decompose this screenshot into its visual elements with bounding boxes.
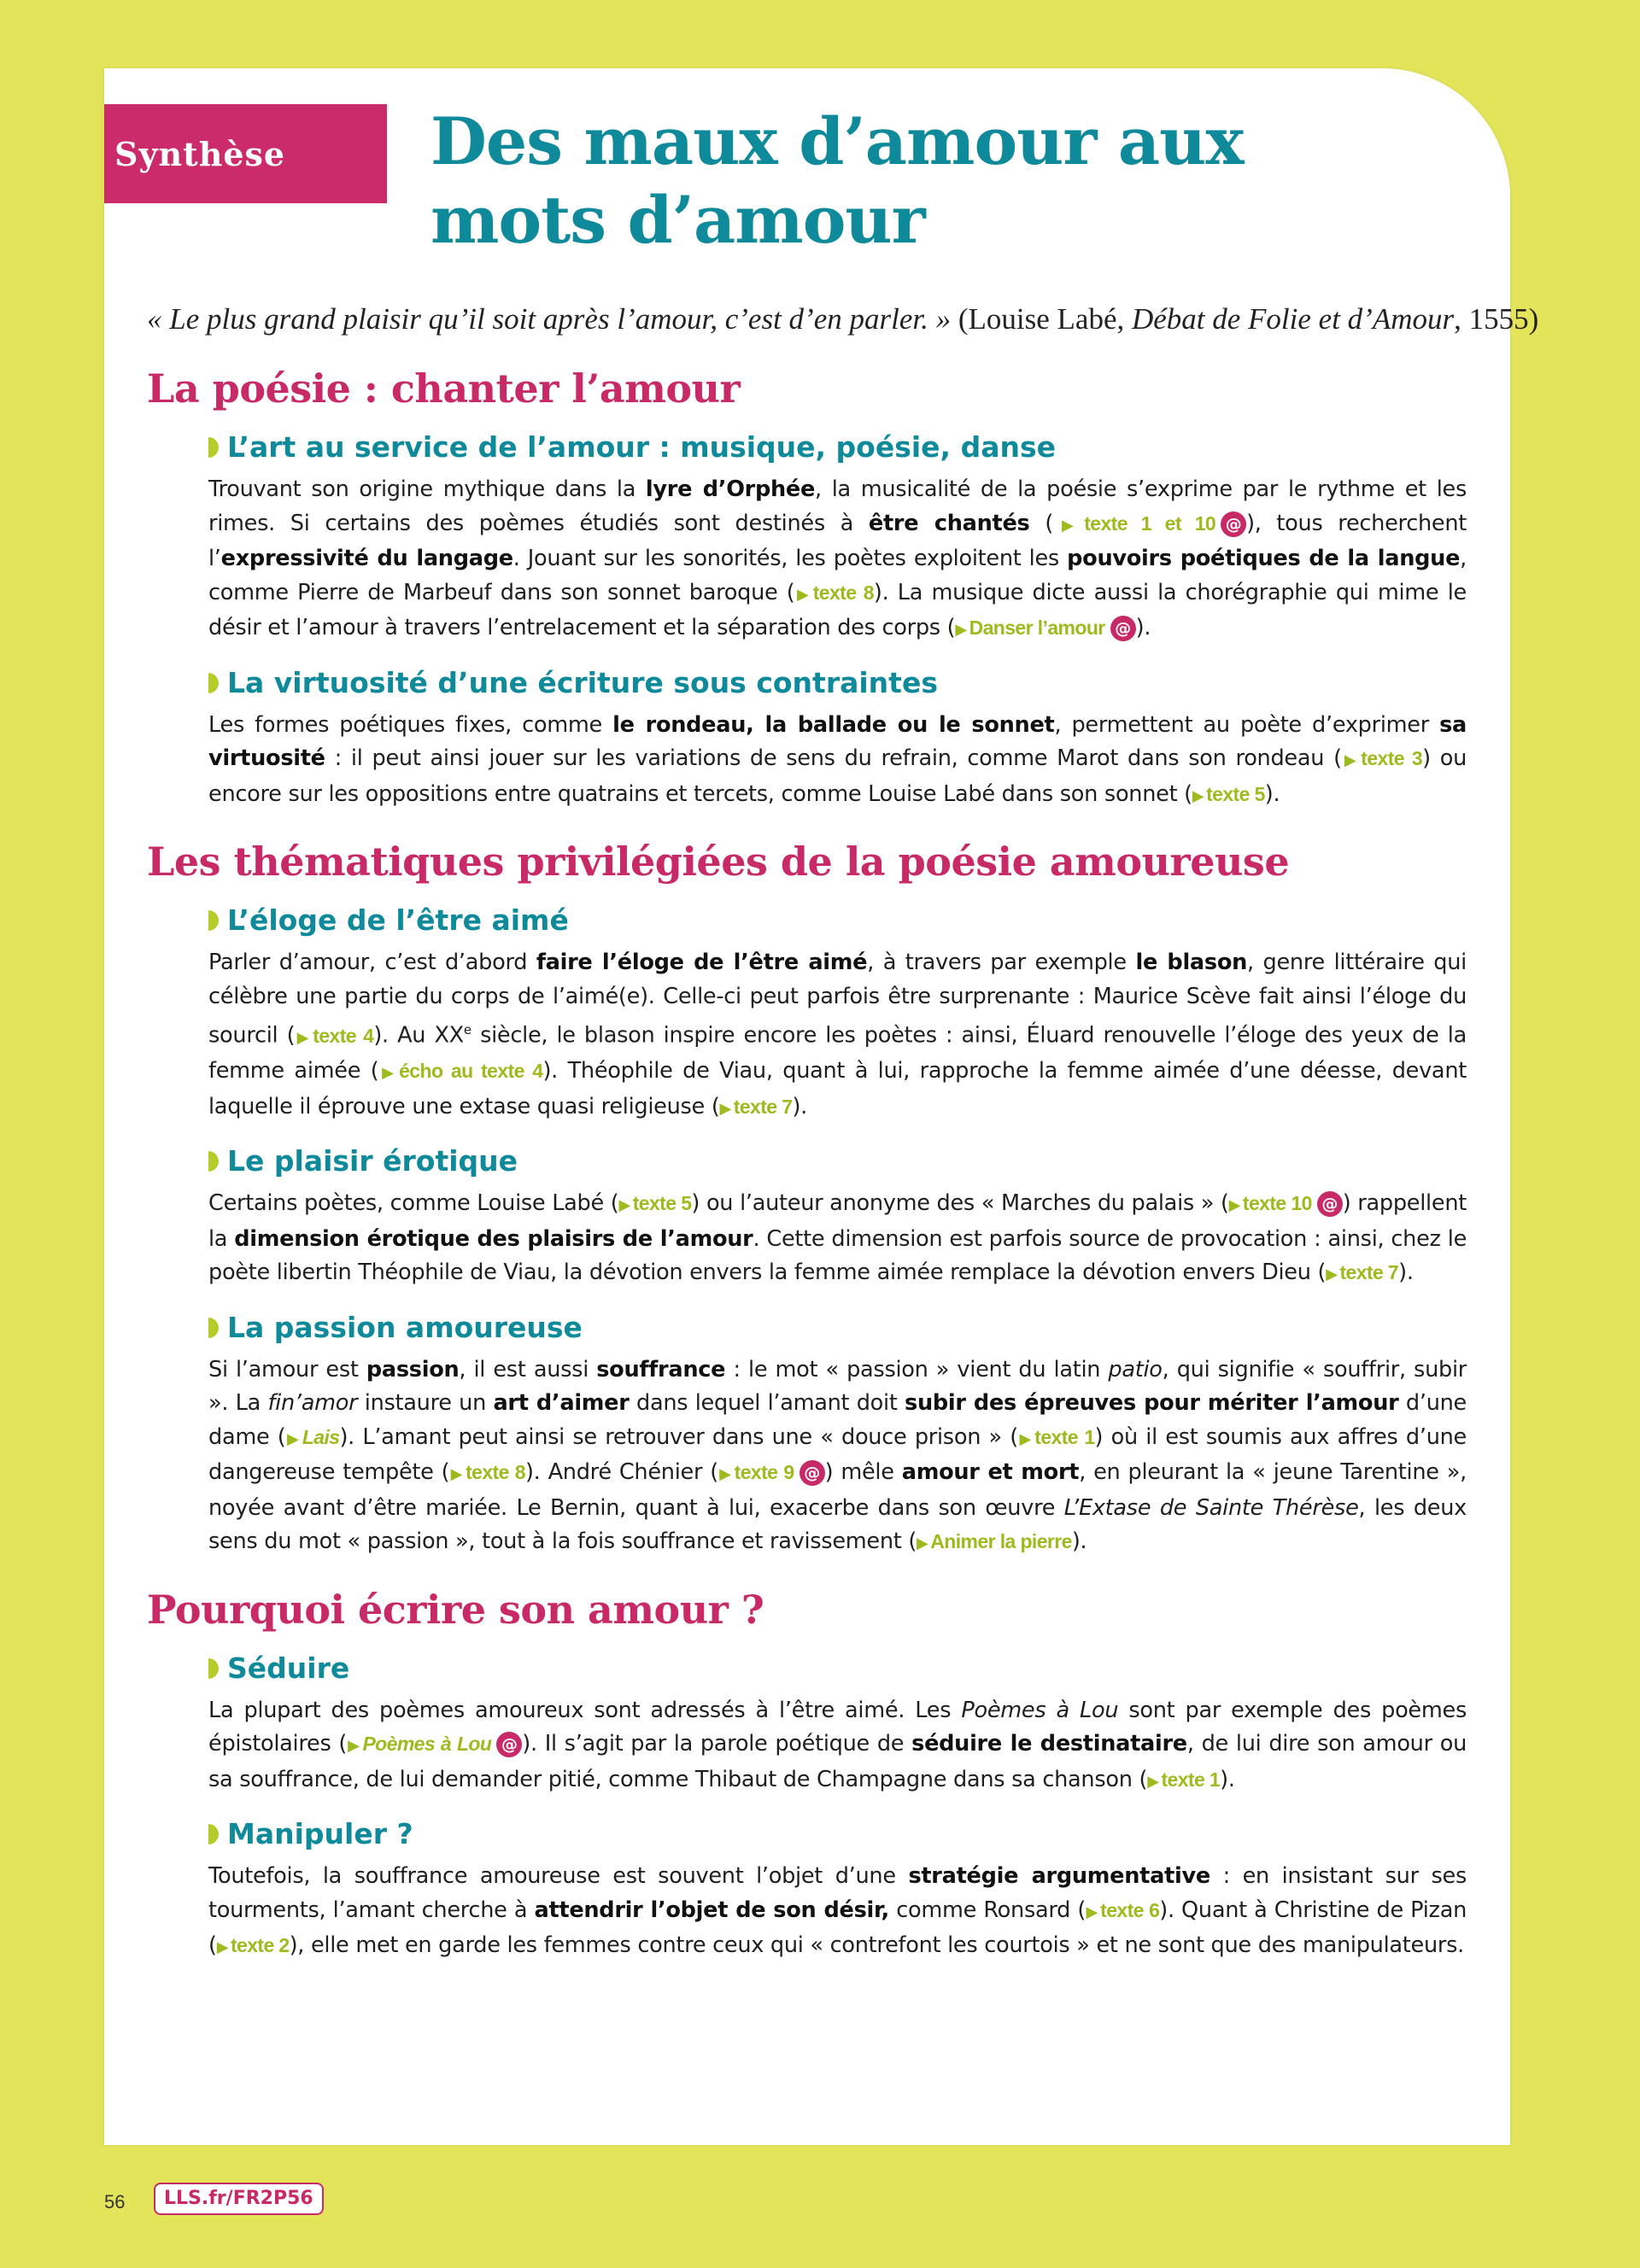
epigraph-year: 1555 xyxy=(1468,302,1529,336)
text-reference-link[interactable]: ▶ texte 10 xyxy=(1228,1192,1312,1215)
bullet-marker-icon xyxy=(208,1824,219,1844)
subheading xyxy=(208,429,1467,466)
bullet-marker-icon xyxy=(208,1658,219,1679)
subheading xyxy=(208,664,1467,702)
section-heading-3: Pourquoi écrire son amour ? xyxy=(147,1586,764,1633)
content-body xyxy=(147,299,1539,1982)
text-reference-link[interactable]: ▶ texte 1 xyxy=(1017,1425,1095,1448)
bullet-marker-icon xyxy=(208,437,219,458)
text-reference-link[interactable]: ▶ texte 6 xyxy=(1086,1898,1160,1921)
subheading-text: Le plaisir érotique xyxy=(227,1144,518,1178)
online-at-icon[interactable]: @ xyxy=(1221,511,1246,537)
section-1-body xyxy=(208,429,1467,813)
text-reference-link[interactable]: ▶ texte 5 xyxy=(1192,782,1265,805)
online-at-icon[interactable]: @ xyxy=(1317,1191,1343,1217)
subheading-text: La virtuosité d’une écriture sous contraintes xyxy=(227,665,938,699)
subheading-text: La passion amoureuse xyxy=(227,1310,583,1344)
text-reference-link[interactable]: ▶ texte 5 xyxy=(618,1192,692,1215)
subheading-text: Séduire xyxy=(227,1651,350,1685)
subheading xyxy=(208,1143,1467,1180)
text-reference-link[interactable]: ▶ texte 8 xyxy=(449,1461,525,1484)
text-reference-link[interactable]: ▶ texte 7 xyxy=(1326,1261,1399,1284)
text-reference-link[interactable]: ▶ texte 8 xyxy=(794,581,874,604)
text-reference-link[interactable]: ▶ texte 1 xyxy=(1147,1768,1221,1791)
text-reference-link[interactable]: ▶ texte 9 xyxy=(718,1461,794,1484)
subheading xyxy=(208,1650,1467,1687)
text-reference-link[interactable]: ▶ Animer la pierre xyxy=(917,1530,1072,1553)
text-reference-link[interactable]: ▶ écho au texte 4 xyxy=(378,1060,543,1083)
paragraph: Parler d’amour, c’est d’abord faire l’éloge de l’être aimé, à travers par exemple le blason, genre littéraire qui célèbre une partie du corps de l’aimé(e). Celle-ci peut parfois être surprenante : Maurice Scève fait ainsi l’éloge du sourcil (▶ texte 4). Au XXe siècle, le blason inspire encore les poètes : ainsi, Éluard renouvelle l’éloge des yeux de la femme aimée (▶ écho au texte 4). Théophile de Viau, quant à lui, rapproche la femme aimée d’une déesse, devant laquelle il éprouve une extase quasi religieuse (▶ texte 7). xyxy=(208,950,1467,1119)
subheading xyxy=(208,1815,1467,1853)
paragraph: Toutefois, la souffrance amoureuse est souvent l’objet d’une stratégie argumentative : en insistant sur ses tourments, l’amant cherche à attendrir l’objet de son désir, comme Ronsard (▶ texte 6). Quant à Christine de Pizan (▶ texte 2), elle met en garde les femmes contre ceux qui « contrefont les courtois » et ne sont que des manipulateurs. xyxy=(208,1863,1467,1959)
subheading xyxy=(208,902,1467,939)
subheading-text: L’éloge de l’être aimé xyxy=(227,903,569,937)
paragraph: Les formes poétiques fixes, comme le rondeau, la ballade ou le sonnet, permettent au poète d’exprimer sa virtuosité : il peut ainsi jouer sur les variations de sens du refrain, comme Marot dans son rondeau (▶ texte 3) ou encore sur les oppositions entre quatrains et tercets, comme Louise Labé dans son sonnet (▶ texte 5). xyxy=(208,711,1467,807)
text-reference-link[interactable]: ▶ texte 1 et 10 xyxy=(1053,511,1216,535)
online-resource-link[interactable]: LLS.fr/FR2P56 xyxy=(154,2183,324,2215)
section-3-body xyxy=(208,1650,1467,1965)
subheading-text: L’art au service de l’amour : musique, poésie, danse xyxy=(227,430,1056,464)
paragraph: La plupart des poèmes amoureux sont adressés à l’être aimé. Les Poèmes à Lou sont par exemple des poèmes épistolaires (▶ Poèmes à Lou @ ). Il s’agit par la parole poétique de séduire le destinataire, de lui dire son amour ou sa souffrance, de lui demander pitié, comme Thibaut de Champagne dans sa chanson (▶ texte 1). xyxy=(208,1697,1467,1792)
text-reference-link[interactable]: ▶ Danser l’amour xyxy=(955,617,1105,639)
paragraph: Trouvant son origine mythique dans la lyre d’Orphée, la musicalité de la poésie s’exprime par le rythme et les rimes. Si certains des poèmes étudiés sont destinés à être chantés (▶ texte 1 et 10 @ ), tous recherchent l’expressivité du langage. Jouant sur les sonorités, les poètes exploitent les pouvoirs poétiques de la langue, comme Pierre de Marbeuf dans son sonnet baroque (▶ texte 8). La musique dicte aussi la chorégraphie qui mime le désir et l’amour à travers l’entrelacement et la séparation des corps (▶ Danser l’amour @ ). xyxy=(208,476,1467,640)
bullet-marker-icon xyxy=(208,1318,219,1338)
epigraph: « Le plus grand plaisir qu’il soit après l’amour, c’est d’en parler. » (Louise Labé, Débat de Folie et d’Amour, 1555) xyxy=(147,302,1539,336)
online-at-icon[interactable]: @ xyxy=(800,1460,825,1486)
paragraph: Si l’amour est passion, il est aussi souffrance : le mot « passion » vient du latin patio, qui signifie « souffrir, subir ». La fin’amor instaure un art d’aimer dans lequel l’amant doit subir des épreuves pour mériter l’amour d’une dame (▶ Lais). L’amant peut ainsi se retrouver dans une « douce prison » (▶ texte 1) où il est soumis aux affres d’une dangereuse tempête (▶ texte 8). André Chénier (▶ texte 9 @ ) mêle amour et mort, en pleurant la « jeune Tarentine », noyée avant d’être mariée. Le Bernin, quant à lui, exacerbe dans son œuvre L’Extase de Sainte Thérèse, les deux sens du mot « passion », tout à la fois souffrance et ravissement (▶ Animer la pierre). xyxy=(208,1356,1467,1555)
content-card xyxy=(104,68,1539,2145)
epigraph-quote: « Le plus grand plaisir qu’il soit après l’amour, c’est d’en parler. » xyxy=(147,302,952,336)
section-heading-1: La poésie : chanter l’amour xyxy=(147,365,741,412)
bullet-marker-icon xyxy=(208,673,219,693)
text-reference-link[interactable]: ▶ texte 7 xyxy=(719,1095,793,1118)
paragraph: Certains poètes, comme Louise Labé (▶ texte 5) ou l’auteur anonyme des « Marches du palais » (▶ texte 10 @ ) rappellent la dimension érotique des plaisirs de l’amour. Cette dimension est parfois source de provocation : ainsi, chez le poète libertin Théophile de Viau, la dévotion envers la femme aimée remplace la dévotion envers Dieu (▶ texte 7). xyxy=(208,1190,1467,1286)
epigraph-author: Louise Labé xyxy=(968,302,1117,336)
text-reference-link[interactable]: ▶ texte 3 xyxy=(1341,747,1423,769)
text-reference-link[interactable]: ▶ texte 4 xyxy=(295,1024,374,1047)
synthese-tab: Synthèse xyxy=(104,104,387,203)
section-2-body xyxy=(208,902,1467,1561)
subheading-text: Manipuler ? xyxy=(227,1817,413,1851)
bullet-marker-icon xyxy=(208,1151,219,1172)
subheading xyxy=(208,1309,1467,1347)
text-reference-link[interactable]: ▶ texte 2 xyxy=(216,1934,290,1957)
section-heading-2: Les thématiques privilégiées de la poésie amoureuse xyxy=(147,839,1290,885)
epigraph-work: Débat de Folie et d’Amour xyxy=(1131,302,1455,336)
online-at-icon[interactable]: @ xyxy=(496,1732,522,1757)
bullet-marker-icon xyxy=(208,910,219,931)
text-reference-link[interactable]: ▶ Poèmes à Lou xyxy=(347,1733,492,1756)
online-at-icon[interactable]: @ xyxy=(1110,616,1136,641)
page-title: Des maux d’amour aux mots d’amour xyxy=(430,103,1244,258)
page-number: 56 xyxy=(104,2191,126,2212)
text-reference-link[interactable]: ▶ Lais xyxy=(285,1425,340,1448)
